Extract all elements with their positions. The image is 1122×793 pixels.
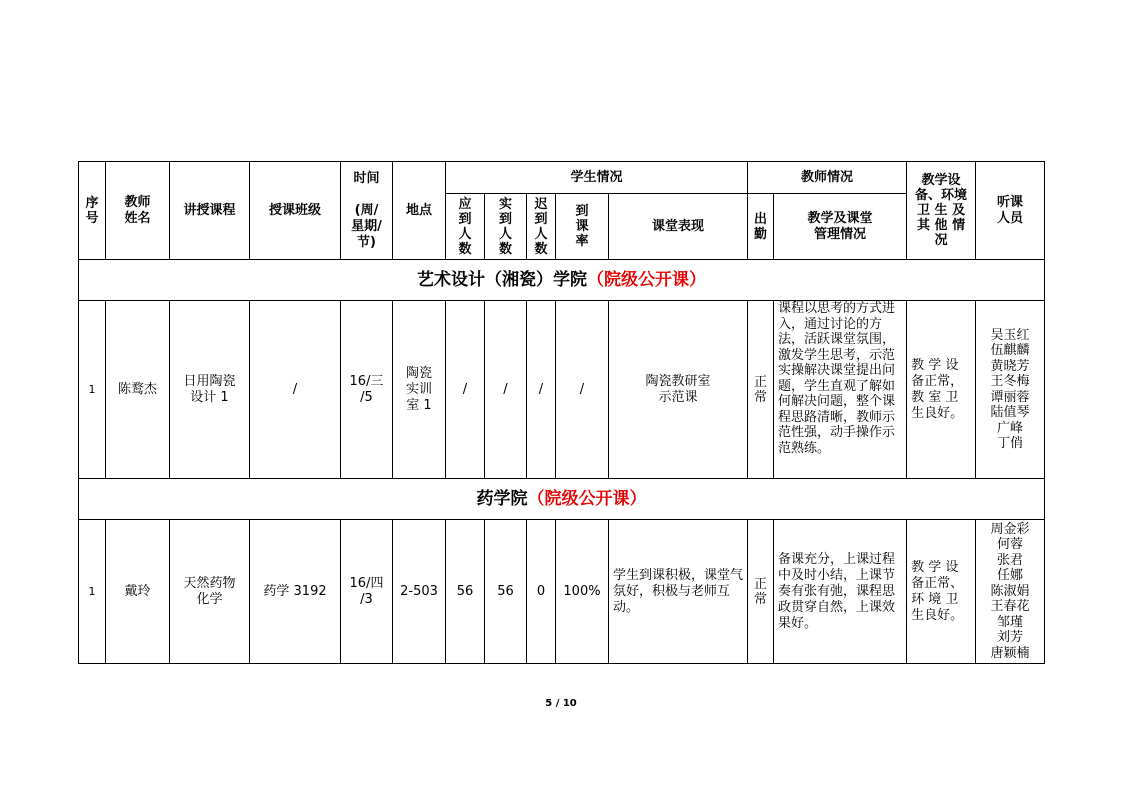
page-number: 5 / 10 [545, 698, 577, 709]
cell-expected: 56 [446, 520, 485, 664]
section-title [79, 479, 1045, 520]
header-time: 时间 (周/ 星期/ 节) [341, 162, 393, 260]
cell-teacher: 戴玲 [106, 520, 170, 664]
cell-actual: / [485, 301, 527, 479]
cell-place: 2-503 [393, 520, 446, 664]
cell-class: / [250, 301, 341, 479]
cell-seq: 1 [79, 520, 106, 664]
lecture-observation-table [78, 161, 1045, 664]
section-title [79, 260, 1045, 301]
header-teacher: 教师姓名 [106, 162, 170, 260]
cell-rate: 100% [556, 520, 609, 664]
cell-attendance: 正常 [748, 301, 774, 479]
cell-expected: / [446, 301, 485, 479]
cell-seq: 1 [79, 301, 106, 479]
header-performance: 课堂表现 [609, 194, 748, 260]
header-attendance: 出勤 [748, 194, 774, 260]
cell-management: 备课充分，上课过程中及时小结，上课节奏有张有弛，课程思政贯穿自然，上课效果好。 [774, 520, 907, 664]
cell-performance: 学生到课积极，课堂气氛好，积极与老师互动。 [609, 520, 748, 664]
cell-actual: 56 [485, 520, 527, 664]
header-listeners: 听课 人员 [976, 162, 1045, 260]
cell-time: 16/三 /5 [341, 301, 393, 479]
cell-equipment: 教 学 设 备正常， 教 室 卫 生良好。 [907, 301, 976, 479]
section-tag: （院级公开课） [587, 270, 707, 290]
cell-listeners: 周金彩 何蓉 张君 任娜 陈淑娟 王春花 邹瑾 刘芳 唐颖楠 [976, 520, 1045, 664]
header-student-group: 学生情况 [446, 162, 748, 194]
cell-time: 16/四 /3 [341, 520, 393, 664]
section-name: 艺术设计（湘瓷）学院 [417, 270, 588, 290]
header-place: 地点 [393, 162, 446, 260]
header-teacher-group: 教师情况 [748, 162, 907, 194]
cell-place: 陶瓷 实训 室 1 [393, 301, 446, 479]
cell-rate: / [556, 301, 609, 479]
section-name: 药学院 [476, 489, 528, 509]
header-actual: 实到人数 [485, 194, 527, 260]
cell-late: 0 [527, 520, 556, 664]
header-management: 教学及课堂 管理情况 [774, 194, 907, 260]
table-row [79, 301, 1045, 479]
header-expected: 应到人数 [446, 194, 485, 260]
section-tag: （院级公开课） [527, 489, 647, 509]
header-seq: 序号 [79, 162, 106, 260]
header-equipment: 教学设 备、环境 卫 生 及 其 他 情 况 [907, 162, 976, 260]
header-class: 授课班级 [250, 162, 341, 260]
cell-equipment: 教 学 设 备正常、 环 境 卫 生良好。 [907, 520, 976, 664]
cell-attendance: 正常 [748, 520, 774, 664]
cell-management: 课程以思考的方式进入，通过讨论的方法，活跃课堂氛围，激发学生思考，示范实操解决课堂提出问题，学生直观了解如何解决问题，整个课程思路清晰，教师示范性强，动手操作示范熟练。 [774, 301, 907, 479]
table-row [79, 520, 1045, 664]
header-rate: 到课率 [556, 194, 609, 260]
cell-performance: 陶瓷教研室 示范课 [609, 301, 748, 479]
cell-course: 天然药物 化学 [170, 520, 250, 664]
cell-course: 日用陶瓷 设计 1 [170, 301, 250, 479]
cell-teacher: 陈鹜杰 [106, 301, 170, 479]
cell-class: 药学 3192 [250, 520, 341, 664]
cell-late: / [527, 301, 556, 479]
cell-listeners: 吴玉红 伍麒麟 黄晓芳 王冬梅 谭丽蓉 陆值琴 广峰 丁俏 [976, 301, 1045, 479]
header-late: 迟到人数 [527, 194, 556, 260]
header-course: 讲授课程 [170, 162, 250, 260]
